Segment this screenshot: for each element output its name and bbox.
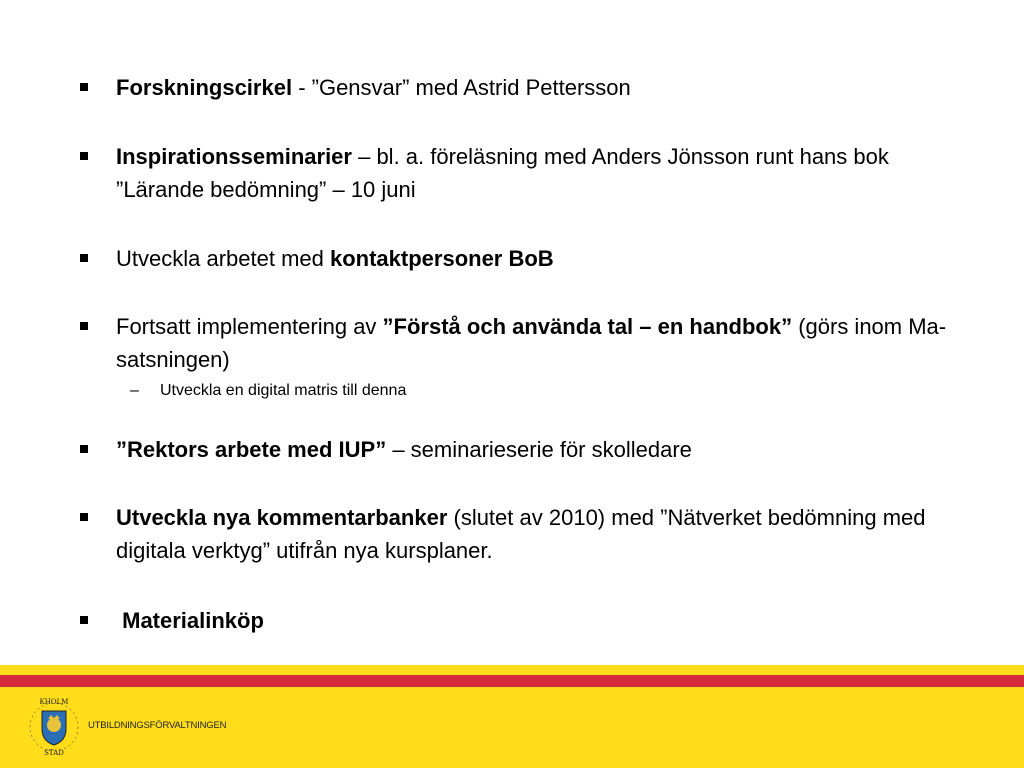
bullet-text: Fortsatt implementering av xyxy=(116,314,383,339)
footer-red-stripe xyxy=(0,675,1024,687)
bullet-bold-text: Forskningscirkel xyxy=(116,75,293,100)
square-bullet-icon xyxy=(80,445,88,453)
sub-bullet-item xyxy=(130,381,406,401)
bullet-bold-text: Utveckla nya kommentarbanker xyxy=(116,505,448,530)
bullet-item xyxy=(80,433,960,466)
organization-name: UTBILDNINGSFÖRVALTNINGEN xyxy=(88,720,227,731)
bullet-item xyxy=(80,71,960,104)
square-bullet-icon xyxy=(80,513,88,521)
svg-text:KHOLM: KHOLM xyxy=(39,698,69,706)
bullet-bold-text: Inspirationsseminarier xyxy=(116,144,352,169)
bullet-text: (slutet av 2010) med ”Nätverket bedömning med digitala verktyg” utifrån nya kursplaner. xyxy=(116,505,926,563)
square-bullet-icon xyxy=(80,616,88,624)
square-bullet-icon xyxy=(80,322,88,330)
bullet-bold-text: kontaktpersoner BoB xyxy=(329,246,554,271)
bullet-item xyxy=(80,242,960,275)
bullet-bold-text: Materialinköp xyxy=(116,608,264,633)
bullet-item xyxy=(80,140,960,206)
bullet-item xyxy=(80,604,960,637)
dash-bullet-icon: – xyxy=(130,382,139,399)
bullet-text: (görs inom Ma-satsningen) xyxy=(116,314,947,372)
bullet-bold-text: ”Rektors arbete med IUP” xyxy=(116,437,387,462)
sub-bullet-text: Utveckla en digital matris till denna xyxy=(160,382,407,399)
bullet-item xyxy=(80,310,960,376)
bullet-text: - ”Gensvar” med Astrid Pettersson xyxy=(292,75,631,100)
bullet-text: – bl. a. föreläsning med Anders Jönsson runt hans bok ”Lärande bedömning” – 10 juni xyxy=(116,144,889,202)
bullet-item xyxy=(80,501,960,567)
square-bullet-icon xyxy=(80,152,88,160)
stockholm-stad-logo-icon xyxy=(26,697,82,757)
bullet-text: – seminarieserie för skolledare xyxy=(386,437,692,462)
bullet-bold-text: ”Förstå och använda tal – en handbok” xyxy=(382,314,793,339)
bullet-text: Utveckla arbetet med xyxy=(116,246,330,271)
square-bullet-icon xyxy=(80,83,88,91)
square-bullet-icon xyxy=(80,254,88,262)
svg-text:STAD: STAD xyxy=(44,749,64,757)
